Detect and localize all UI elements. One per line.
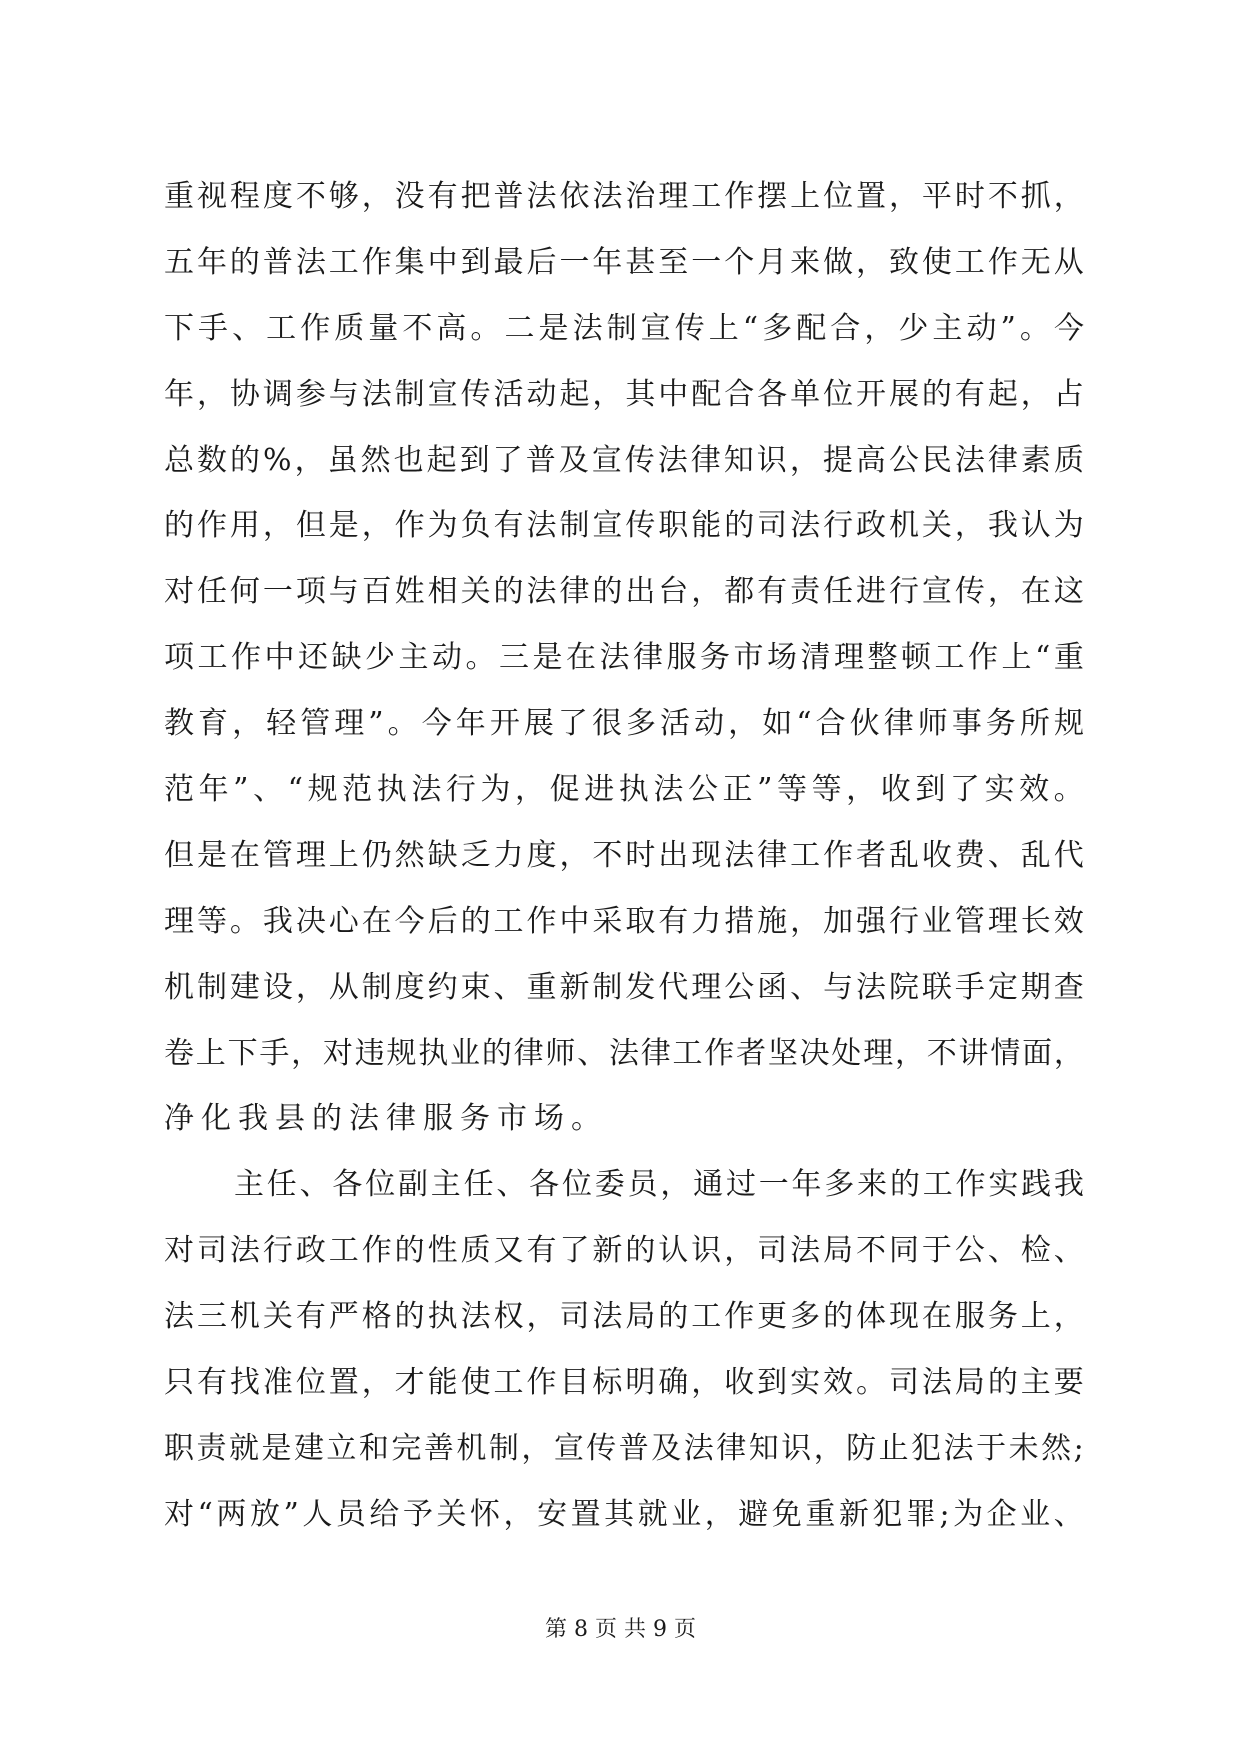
text-line: 五 年 的 普 法 工 作 集 中 到 最 后 一 年 甚 至 一 个 月 来 做 ， 致 使 工 作 无 从 — [164, 244, 1084, 280]
text-line: 机 制 建 设 ， 从 制 度 约 束 、 重 新 制 发 代 理 公 函 、 与 法 院 联 手 定 期 查 — [164, 969, 1084, 1005]
text-line: 范 年 ” 、 “ 规 范 执 法 行 为 ， 促 进 执 法 公 正 ” 等 等 ， 收 到 了 实 效 。 — [164, 772, 1084, 808]
text-line: 对 司 法 行 政 工 作 的 性 质 又 有 了 新 的 认 识 ， 司 法 局 不 同 于 公 、 检 、 — [164, 1233, 1084, 1269]
text-line: 卷 上 下 手 ， 对 违 规 执 业 的 律 师 、 法 律 工 作 者 坚 决 处 理 ， 不 讲 情 面 ， — [164, 1035, 1084, 1071]
text-line: 法 三 机 关 有 严 格 的 执 法 权 ， 司 法 局 的 工 作 更 多 的 体 现 在 服 务 上 ， — [164, 1299, 1084, 1335]
text-line: 总 数 的 % ， 虽 然 也 起 到 了 普 及 宣 传 法 律 知 识 ， 提 高 公 民 法 律 素 质 — [164, 442, 1084, 478]
text-line: 的 作 用 ， 但 是 ， 作 为 负 有 法 制 宣 传 职 能 的 司 法 行 政 机 关 ， 我 认 为 — [164, 508, 1084, 544]
text-line: 下 手 、 工 作 质 量 不 高 。 二 是 法 制 宣 传 上 “ 多 配 合 ， 少 主 动 ” 。 今 — [164, 310, 1084, 346]
page-footer: 第 8 页 共 9 页 — [545, 1617, 696, 1642]
text-line: 教 育 ， 轻 管 理 ” 。 今 年 开 展 了 很 多 活 动 ， 如 “ 合 伙 律 师 事 务 所 规 — [164, 706, 1084, 742]
text-line: 职 责 就 是 建 立 和 完 善 机 制 ， 宣 传 普 及 法 律 知 识 ， 防 止 犯 法 于 未 然 ; — [164, 1430, 1084, 1466]
text-line: 重 视 程 度 不 够 ， 没 有 把 普 法 依 法 治 理 工 作 摆 上 位 置 ， 平 时 不 抓 ， — [164, 179, 1084, 214]
body-text — [164, 164, 1084, 1548]
text-line: 对 “ 两 放 ” 人 员 给 予 关 怀 ， 安 置 其 就 业 ， 避 免 重 新 犯 罪 ; 为 企 业 、 — [164, 1496, 1084, 1532]
text-line: 只 有 找 准 位 置 ， 才 能 使 工 作 目 标 明 确 ， 收 到 实 效 。 司 法 局 的 主 要 — [164, 1365, 1084, 1401]
text-line: 对 任 何 一 项 与 百 姓 相 关 的 法 律 的 出 台 ， 都 有 责 任 进 行 宣 传 ， 在 这 — [164, 574, 1084, 610]
text-line: 项 工 作 中 还 缺 少 主 动 。 三 是 在 法 律 服 务 市 场 清 理 整 顿 工 作 上 “ 重 — [164, 640, 1084, 676]
text-line: 理 等 。 我 决 心 在 今 后 的 工 作 中 采 取 有 力 措 施 ， 加 强 行 业 管 理 长 效 — [164, 903, 1084, 939]
text-line: 主 任 、 各 位 副 主 任 、 各 位 委 员 ， 通 过 一 年 多 来 的 工 作 实 践 我 — [234, 1167, 1084, 1203]
text-line: 净化我县的法律服务市场。 — [164, 1101, 608, 1137]
text-line: 但 是 在 管 理 上 仍 然 缺 乏 力 度 ， 不 时 出 现 法 律 工 作 者 乱 收 费 、 乱 代 — [164, 837, 1084, 873]
text-line: 年 ， 协 调 参 与 法 制 宣 传 活 动 起 ， 其 中 配 合 各 单 位 开 展 的 有 起 ， 占 — [164, 376, 1084, 412]
